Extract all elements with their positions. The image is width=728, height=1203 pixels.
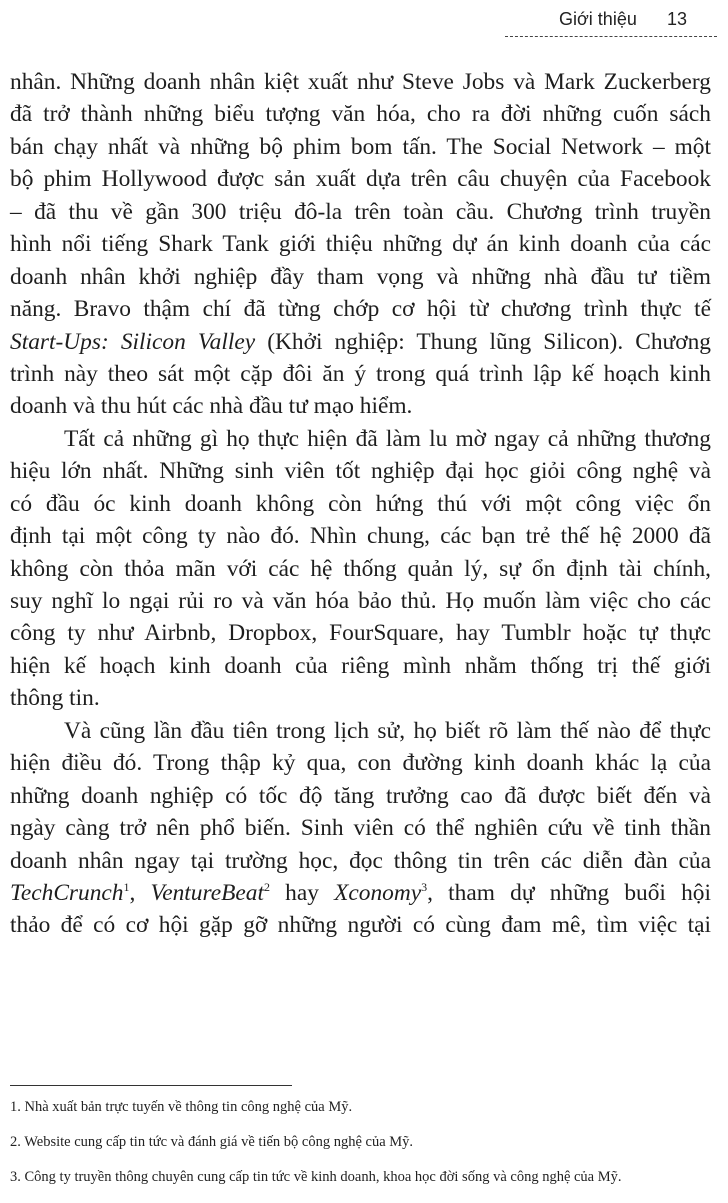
text-line: những doanh nghiệp có tốc độ tăng trưởng cao đã được biết đến và [10, 782, 711, 809]
text-line [10, 877, 711, 909]
running-header [505, 6, 717, 37]
footnote-ref-1[interactable]: 1 [123, 880, 130, 895]
site-name: Xconomy [334, 879, 422, 906]
text-line [10, 326, 711, 358]
footnote-ref-3[interactable]: 3 [421, 880, 428, 895]
site-name: VentureBeat [150, 879, 264, 906]
text-line: hiệu lớn nhất. Những sinh viên tốt nghiệp đại học giỏi công nghệ và [10, 458, 711, 485]
text-line: không còn thỏa mãn với các hệ thống quản lý, sự ổn định tài chính, [10, 555, 711, 582]
running-header-title: Giới thiệu [559, 9, 637, 29]
text-line: có đầu óc kinh doanh không còn hứng thú với một công việc ổn [10, 490, 711, 517]
footnote-2: 2. Website cung cấp tin tức và đánh giá về tiến bộ công nghệ của Mỹ. [10, 1134, 414, 1150]
paragraph-1 [10, 66, 711, 423]
text-fragment: Tất cả những gì họ thực hiện đã làm lu mờ ngay cả những thương [64, 425, 711, 452]
text-line: doanh nhân ngay tại trường học, đọc thông tin trên các diễn đàn của [10, 847, 711, 874]
text-line: năng. Bravo thậm chí đã từng chớp cơ hội từ chương trình thực tế [10, 296, 711, 323]
page-number: 13 [667, 9, 688, 29]
text-line: hiện kế hoạch kinh doanh của riêng mình nhằm thống trị thế giới [10, 652, 711, 679]
text-line: – đã thu về gần 300 triệu đô-la trên toàn cầu. Chương trình truyền [10, 198, 711, 225]
text-line [10, 423, 711, 455]
body-text [10, 66, 711, 942]
text-fragment: Và cũng lần đầu tiên trong lịch sử, họ biết rõ làm thế nào để thực [64, 717, 711, 744]
paragraph-3 [10, 715, 711, 942]
text-line: định tại một công ty nào đó. Nhìn chung, các bạn trẻ thế hệ 2000 đã [10, 523, 711, 550]
paragraph-2 [10, 423, 711, 715]
text-fragment: (Khởi nghiệp: Thung lũng Silicon). Chương [255, 328, 711, 355]
text-line: suy nghĩ lo ngại rủi ro và văn hóa bảo thủ. Họ muốn làm việc cho các [10, 588, 711, 614]
footnote-1: 1. Nhà xuất bản trực tuyến về thông tin công nghệ của Mỹ. [10, 1099, 353, 1115]
text-line: doanh và thu hút các nhà đầu tư mạo hiểm. [10, 393, 413, 420]
text-line: hiện điều đó. Trong thập kỷ qua, con đường kinh doanh khác lạ của [10, 750, 711, 777]
text-line: đã trở thành những biểu tượng văn hóa, cho ra đời những cuốn sách [10, 101, 711, 128]
text-fragment: , [129, 879, 151, 906]
text-line: nhân. Những doanh nhân kiệt xuất như Steve Jobs và Mark Zuckerberg [10, 69, 711, 95]
text-line: bộ phim Hollywood được sản xuất dựa trên câu chuyện của Facebook [10, 166, 711, 193]
text-line: thông tin. [10, 685, 100, 712]
site-name: TechCrunch [10, 879, 124, 906]
text-line [10, 715, 711, 747]
text-line: công ty như Airbnb, Dropbox, FourSquare, hay Tumblr hoặc tự thực [10, 620, 711, 647]
footnote-3: 3. Công ty truyền thông chuyên cung cấp tin tức về kinh doanh, khoa học đời sống và công nghệ của Mỹ. [10, 1169, 622, 1185]
text-line: trình này theo sát một cặp đôi ăn ý trong quá trình lập kế hoạch kinh [10, 360, 711, 387]
text-line: doanh nhân khởi nghiệp đầy tham vọng và những nhà đầu tư tiềm [10, 263, 711, 290]
text-line: bán chạy nhất và những bộ phim bom tấn. The Social Network – một [10, 133, 711, 160]
text-fragment: hay [269, 879, 335, 906]
text-fragment: , tham dự những buổi hội [427, 879, 711, 906]
text-line: ngày càng trở nên phổ biến. Sinh viên có thể nghiên cứu về tinh thần [10, 815, 711, 842]
text-line: thảo để có cơ hội gặp gỡ những người có cùng đam mê, tìm việc tại [10, 912, 711, 939]
text-line: hình nổi tiếng Shark Tank giới thiệu những dự án kinh doanh của các [10, 231, 711, 258]
show-title: Start-Ups: Silicon Valley [10, 328, 256, 355]
footnote-divider [10, 1085, 292, 1086]
footnotes [10, 1098, 715, 1203]
footnote-ref-2[interactable]: 2 [263, 880, 270, 895]
